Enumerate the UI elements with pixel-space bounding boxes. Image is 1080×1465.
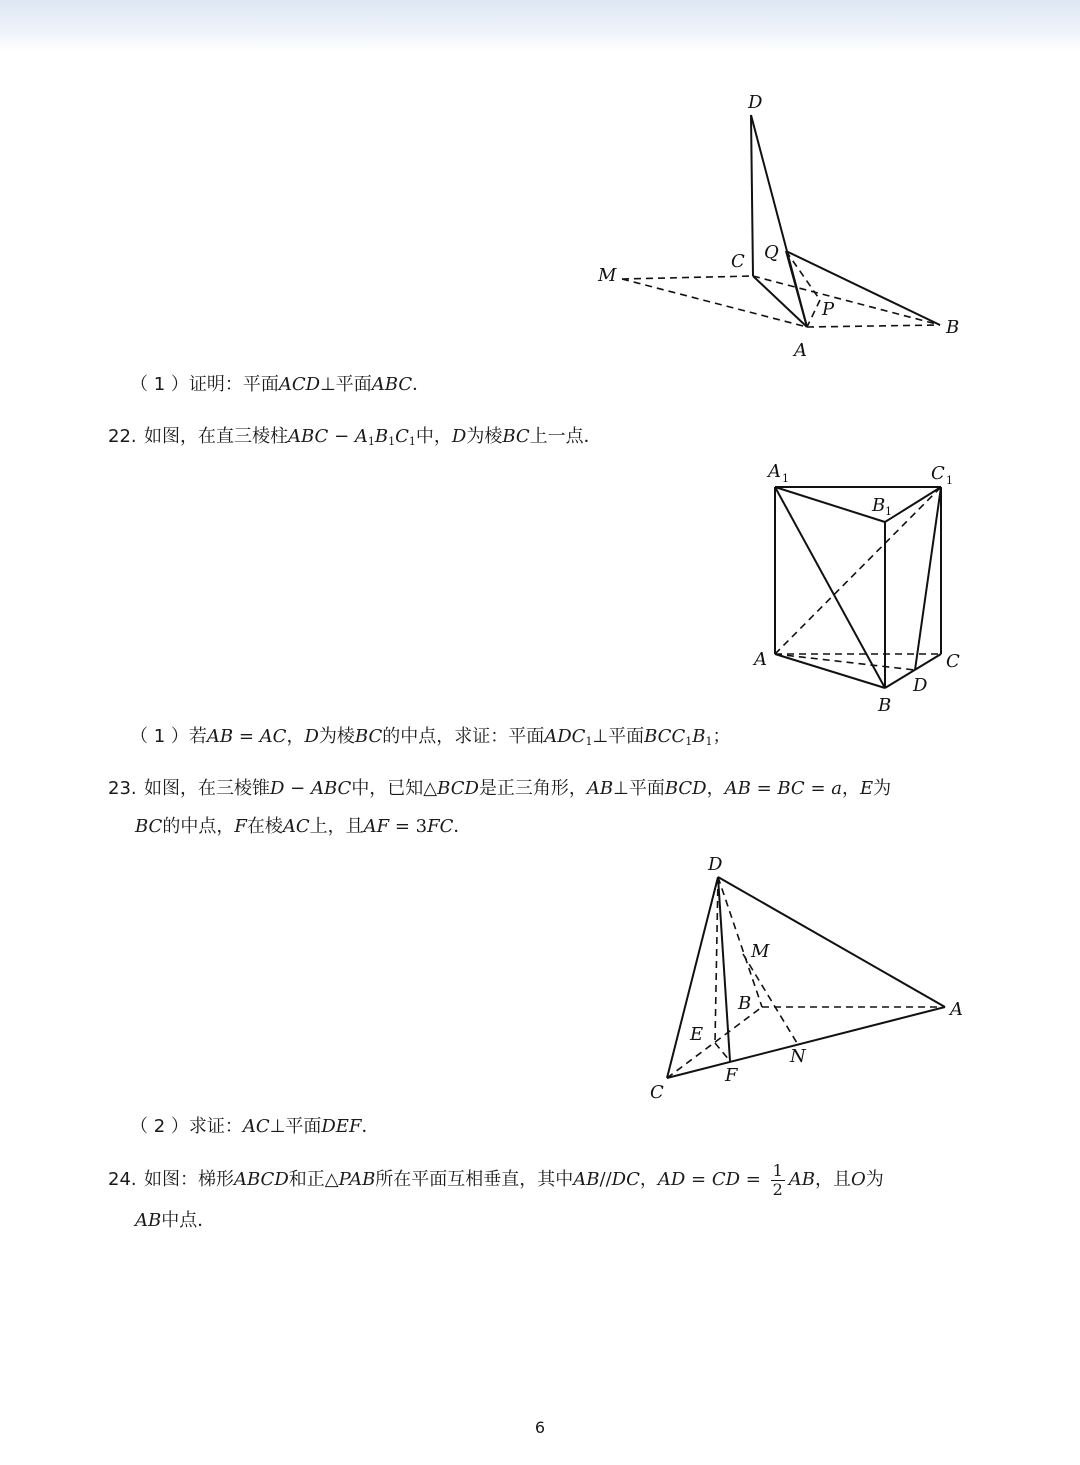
edge-MC xyxy=(622,276,753,279)
edge-C1B1 xyxy=(885,487,941,522)
edge-CB xyxy=(753,276,940,325)
edge-DC xyxy=(667,877,718,1078)
edge-CB xyxy=(667,1007,762,1078)
label-F: F xyxy=(725,1065,738,1086)
label-M: M xyxy=(598,265,617,286)
label-D: D xyxy=(748,92,763,113)
figure-q21-svg xyxy=(590,90,970,365)
edge-QB xyxy=(786,251,940,325)
q23-stem-line1: 23. 如图，在三棱锥D − ABC中，已知△BCD是正三角形，AB⊥平面BCD，AB = BC = a，E为 xyxy=(108,778,892,799)
fraction-one-half: $\frac{1}{2}$ xyxy=(772,1160,783,1199)
figure-q23-svg xyxy=(640,850,980,1105)
edge-C1D xyxy=(915,487,941,670)
page-number: 6 xyxy=(534,1418,546,1437)
svg-text:1: 1 xyxy=(782,472,789,485)
label-D: D xyxy=(913,675,928,696)
q22-part1: （ 1 ）若AB = AC，D为棱BC的中点，求证：平面$ADC_1\perp$平面$BCC_1B_1$； xyxy=(130,726,731,748)
figure-q22-svg xyxy=(740,455,980,720)
label-E: E xyxy=(690,1024,704,1045)
q22-stem: 22. 如图，在直三棱柱ABC − $A_1B_1C_1$中，D为棱BC上一点． xyxy=(108,426,602,448)
label-B1: B xyxy=(872,495,886,516)
edge-AC1 xyxy=(775,487,941,654)
edge-DE xyxy=(715,877,718,1043)
svg-text:1: 1 xyxy=(885,505,892,518)
figure-q22 xyxy=(740,455,980,720)
edge-EF xyxy=(715,1043,730,1061)
label-P: P xyxy=(822,299,835,320)
label-N: N xyxy=(790,1046,806,1067)
label-B: B xyxy=(946,317,960,338)
label-A1: A xyxy=(768,461,781,482)
q24-stem-line1: 24. 如图：梯形ABCD和正△PAB所在平面互相垂直，其中AB//DC，AD = CD = $\frac{1}{2}$ AB，且O为 xyxy=(108,1160,884,1199)
label-C: C xyxy=(946,651,960,672)
label-A: A xyxy=(950,999,963,1020)
q24-stem-line2: AB中点． xyxy=(135,1210,216,1231)
header-band xyxy=(0,0,1080,52)
label-M: M xyxy=(751,941,770,962)
edge-PA xyxy=(807,300,820,327)
label-B: B xyxy=(738,993,752,1014)
label-C: C xyxy=(650,1082,664,1103)
label-C1: C xyxy=(931,463,945,484)
edge-AD xyxy=(775,654,915,670)
edge-DC xyxy=(751,115,753,276)
q21-part1: （ 1 ）证明：平面ACD⊥平面ABC． xyxy=(130,374,431,395)
edge-AB xyxy=(807,325,940,327)
label-A: A xyxy=(754,649,767,670)
label-C: C xyxy=(731,251,745,272)
q23-part2: （ 2 ）求证：AC⊥平面DEF． xyxy=(130,1116,380,1137)
svg-text:1: 1 xyxy=(946,474,953,487)
edge-CA xyxy=(667,1007,945,1078)
label-Q: Q xyxy=(764,242,779,263)
label-D: D xyxy=(708,854,723,875)
label-A: A xyxy=(794,340,807,361)
figure-q21 xyxy=(590,90,970,365)
figure-q23 xyxy=(640,850,980,1105)
label-B: B xyxy=(878,695,892,716)
edge-MA xyxy=(622,279,807,327)
q23-stem-line2: BC的中点，F在棱AC上，且AF = 3FC． xyxy=(135,816,472,837)
edge-DF xyxy=(718,877,730,1061)
